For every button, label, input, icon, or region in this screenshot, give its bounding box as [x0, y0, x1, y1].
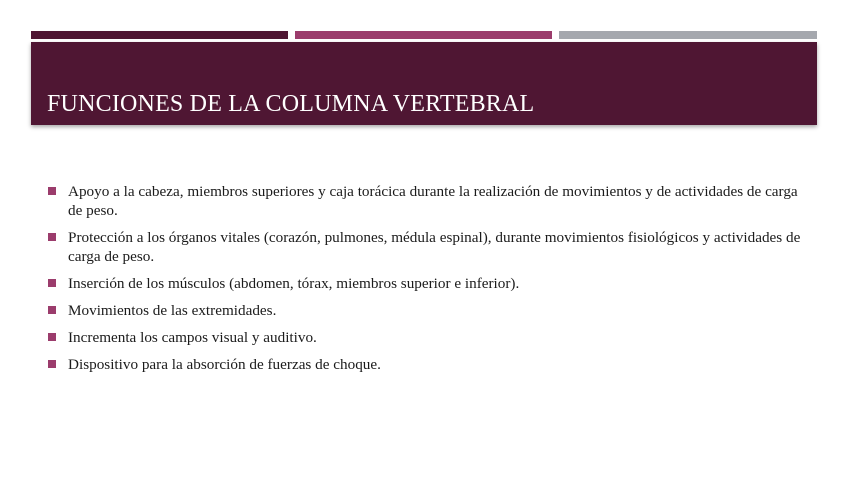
bullet-text: Dispositivo para la absorción de fuerzas de choque.	[68, 356, 381, 373]
square-bullet-icon	[48, 306, 56, 314]
bullet-text: Apoyo a la cabeza, miembros superiores y caja torácica durante la realización de movimientos y de actividades de carga de peso.	[68, 183, 798, 219]
title-band	[31, 42, 817, 125]
bullet-item	[48, 328, 803, 347]
bullet-text: Protección a los órganos vitales (corazón, pulmones, médula espinal), durante movimientos fisiológicos y actividades de carga de peso.	[68, 229, 801, 265]
bullet-item	[48, 301, 803, 320]
accent-bar-secondary	[295, 31, 552, 39]
bullet-list	[48, 182, 803, 382]
bullet-item	[48, 182, 803, 220]
bullet-item	[48, 355, 803, 374]
bullet-text: Movimientos de las extremidades.	[68, 302, 277, 319]
square-bullet-icon	[48, 279, 56, 287]
bullet-item	[48, 228, 803, 266]
bullet-text: Inserción de los músculos (abdomen, tórax, miembros superior e inferior).	[68, 275, 520, 292]
square-bullet-icon	[48, 233, 56, 241]
square-bullet-icon	[48, 333, 56, 341]
accent-bar-neutral	[559, 31, 817, 39]
accent-bar-primary	[31, 31, 288, 39]
square-bullet-icon	[48, 360, 56, 368]
square-bullet-icon	[48, 187, 56, 195]
slide-title: FUNCIONES DE LA COLUMNA VERTEBRAL	[47, 91, 535, 117]
bullet-item	[48, 274, 803, 293]
bullet-text: Incrementa los campos visual y auditivo.	[68, 329, 317, 346]
